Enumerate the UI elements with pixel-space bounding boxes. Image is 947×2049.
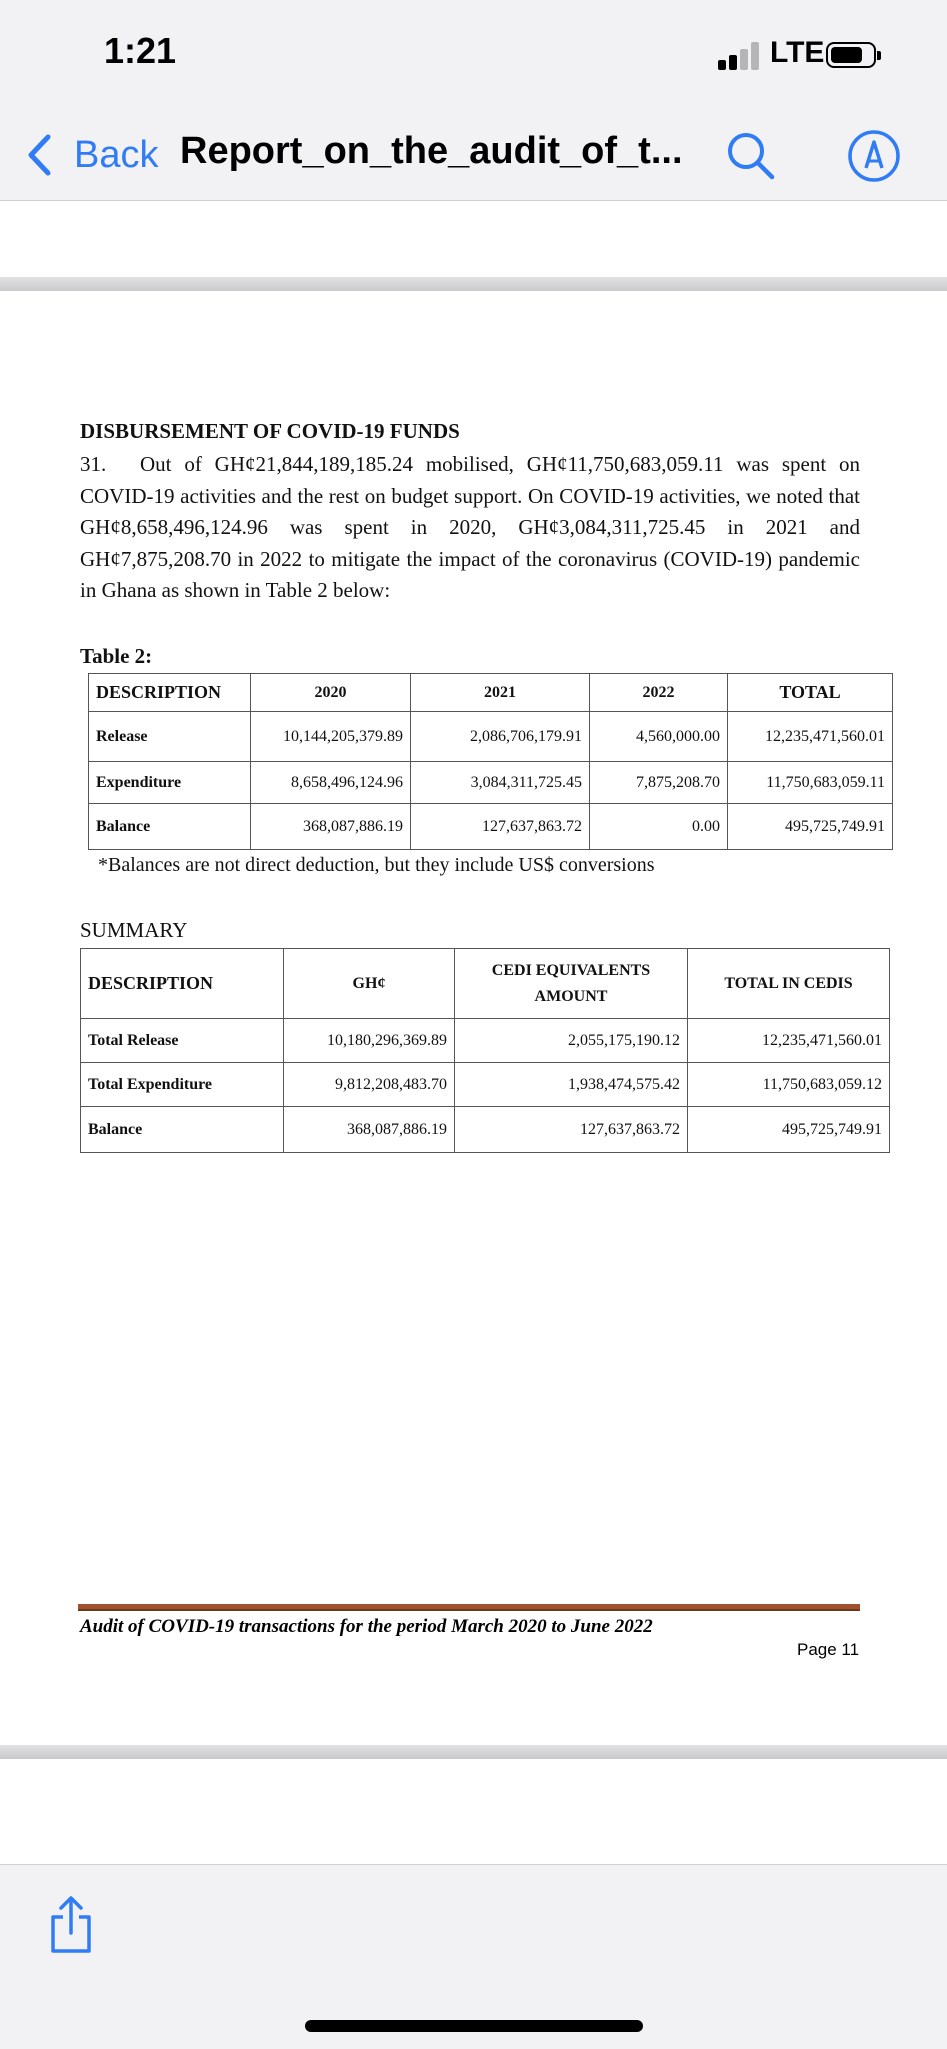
table2-cell: Release — [89, 712, 251, 762]
summary-header: DESCRIPTION — [81, 949, 284, 1019]
paragraph-31 — [80, 449, 860, 607]
table-row — [81, 1063, 890, 1107]
status-time: 1:21 — [104, 30, 177, 71]
markup-pen-icon[interactable] — [846, 128, 902, 184]
battery-icon — [826, 42, 876, 68]
summary-table — [80, 948, 890, 1153]
table2-cell: 368,087,886.19 — [251, 804, 411, 850]
footer-rule — [78, 1604, 860, 1611]
summary-cell: Total Release — [81, 1019, 284, 1063]
section-heading: DISBURSEMENT OF COVID-19 FUNDS — [80, 419, 460, 443]
summary-header — [455, 949, 688, 1019]
summary-heading: SUMMARY — [80, 918, 188, 942]
back-button[interactable] — [26, 128, 158, 182]
share-icon[interactable] — [48, 1895, 94, 1955]
table-row — [89, 804, 893, 850]
table-row — [81, 1019, 890, 1063]
summary-cell: 368,087,886.19 — [284, 1107, 455, 1153]
chevron-left-icon — [26, 133, 52, 177]
paragraph-text: Out of GH¢21,844,189,185.24 mobilised, GH¢11,750,683,059.11 was spent on COVID-19 activities and the rest on budget support. On COVID-19 activities, we noted that GH¢8,658,496,124.96 was spent in 2020, GH¢3,084,311,725.45 in 2021 and GH¢7,875,208.70 in 2022 to mitigate the impact of the coronavirus (COVID-19) pandemic in Ghana as shown in Table 2 below: — [80, 452, 860, 602]
navigation-bar — [0, 110, 947, 201]
summary-header-line1: CEDI EQUIVALENTS — [491, 961, 651, 979]
table2-caption: Table 2: — [80, 644, 153, 668]
table2-header: 2020 — [251, 674, 411, 712]
summary-header: GH¢ — [284, 949, 455, 1019]
table2-cell: 3,084,311,725.45 — [411, 762, 590, 804]
table2-cell: 12,235,471,560.01 — [728, 712, 893, 762]
summary-cell: 12,235,471,560.01 — [688, 1019, 890, 1063]
table2-cell: 10,144,205,379.89 — [251, 712, 411, 762]
page-number: Page 11 — [797, 1640, 860, 1659]
bottom-toolbar — [0, 1864, 947, 2049]
summary-cell: Balance — [81, 1107, 284, 1153]
summary-header-line2: AMOUNT — [534, 987, 608, 1005]
table2-note: *Balances are not direct deduction, but they include US$ conversions — [98, 854, 655, 876]
table2 — [88, 673, 893, 850]
document-title: Report_on_the_audit_of_t... — [180, 130, 683, 172]
table-row — [89, 712, 893, 762]
table2-cell: 495,725,749.91 — [728, 804, 893, 850]
page-footer-text: Audit of COVID-19 transactions for the period March 2020 to June 2022 — [80, 1616, 653, 1637]
summary-cell: 9,812,208,483.70 — [284, 1063, 455, 1107]
summary-cell: 11,750,683,059.12 — [688, 1063, 890, 1107]
table2-cell: 127,637,863.72 — [411, 804, 590, 850]
status-bar — [0, 0, 947, 110]
table2-header: DESCRIPTION — [89, 674, 251, 712]
summary-cell: 495,725,749.91 — [688, 1107, 890, 1153]
summary-cell: 127,637,863.72 — [455, 1107, 688, 1153]
page-divider — [0, 277, 947, 291]
table2-header: 2022 — [590, 674, 728, 712]
table2-cell: 0.00 — [590, 804, 728, 850]
table2-cell: Balance — [89, 804, 251, 850]
table2-header: 2021 — [411, 674, 590, 712]
summary-cell: 1,938,474,575.42 — [455, 1063, 688, 1107]
table2-header: TOTAL — [728, 674, 893, 712]
summary-header: TOTAL IN CEDIS — [688, 949, 890, 1019]
table2-cell: 4,560,000.00 — [590, 712, 728, 762]
table2-cell: 7,875,208.70 — [590, 762, 728, 804]
network-type: LTE — [770, 36, 825, 69]
back-label: Back — [74, 133, 159, 176]
table2-cell: 8,658,496,124.96 — [251, 762, 411, 804]
search-icon[interactable] — [723, 128, 779, 184]
summary-cell: Total Expenditure — [81, 1063, 284, 1107]
summary-cell: 2,055,175,190.12 — [455, 1019, 688, 1063]
table2-cell: 2,086,706,179.91 — [411, 712, 590, 762]
cellular-signal-icon — [718, 42, 762, 70]
table-row — [89, 762, 893, 804]
page-divider — [0, 1745, 947, 1759]
table2-cell: 11,750,683,059.11 — [728, 762, 893, 804]
summary-cell: 10,180,296,369.89 — [284, 1019, 455, 1063]
paragraph-number: 31. — [80, 452, 107, 476]
home-indicator[interactable] — [305, 2020, 643, 2032]
table-row — [81, 1107, 890, 1153]
table2-cell: Expenditure — [89, 762, 251, 804]
